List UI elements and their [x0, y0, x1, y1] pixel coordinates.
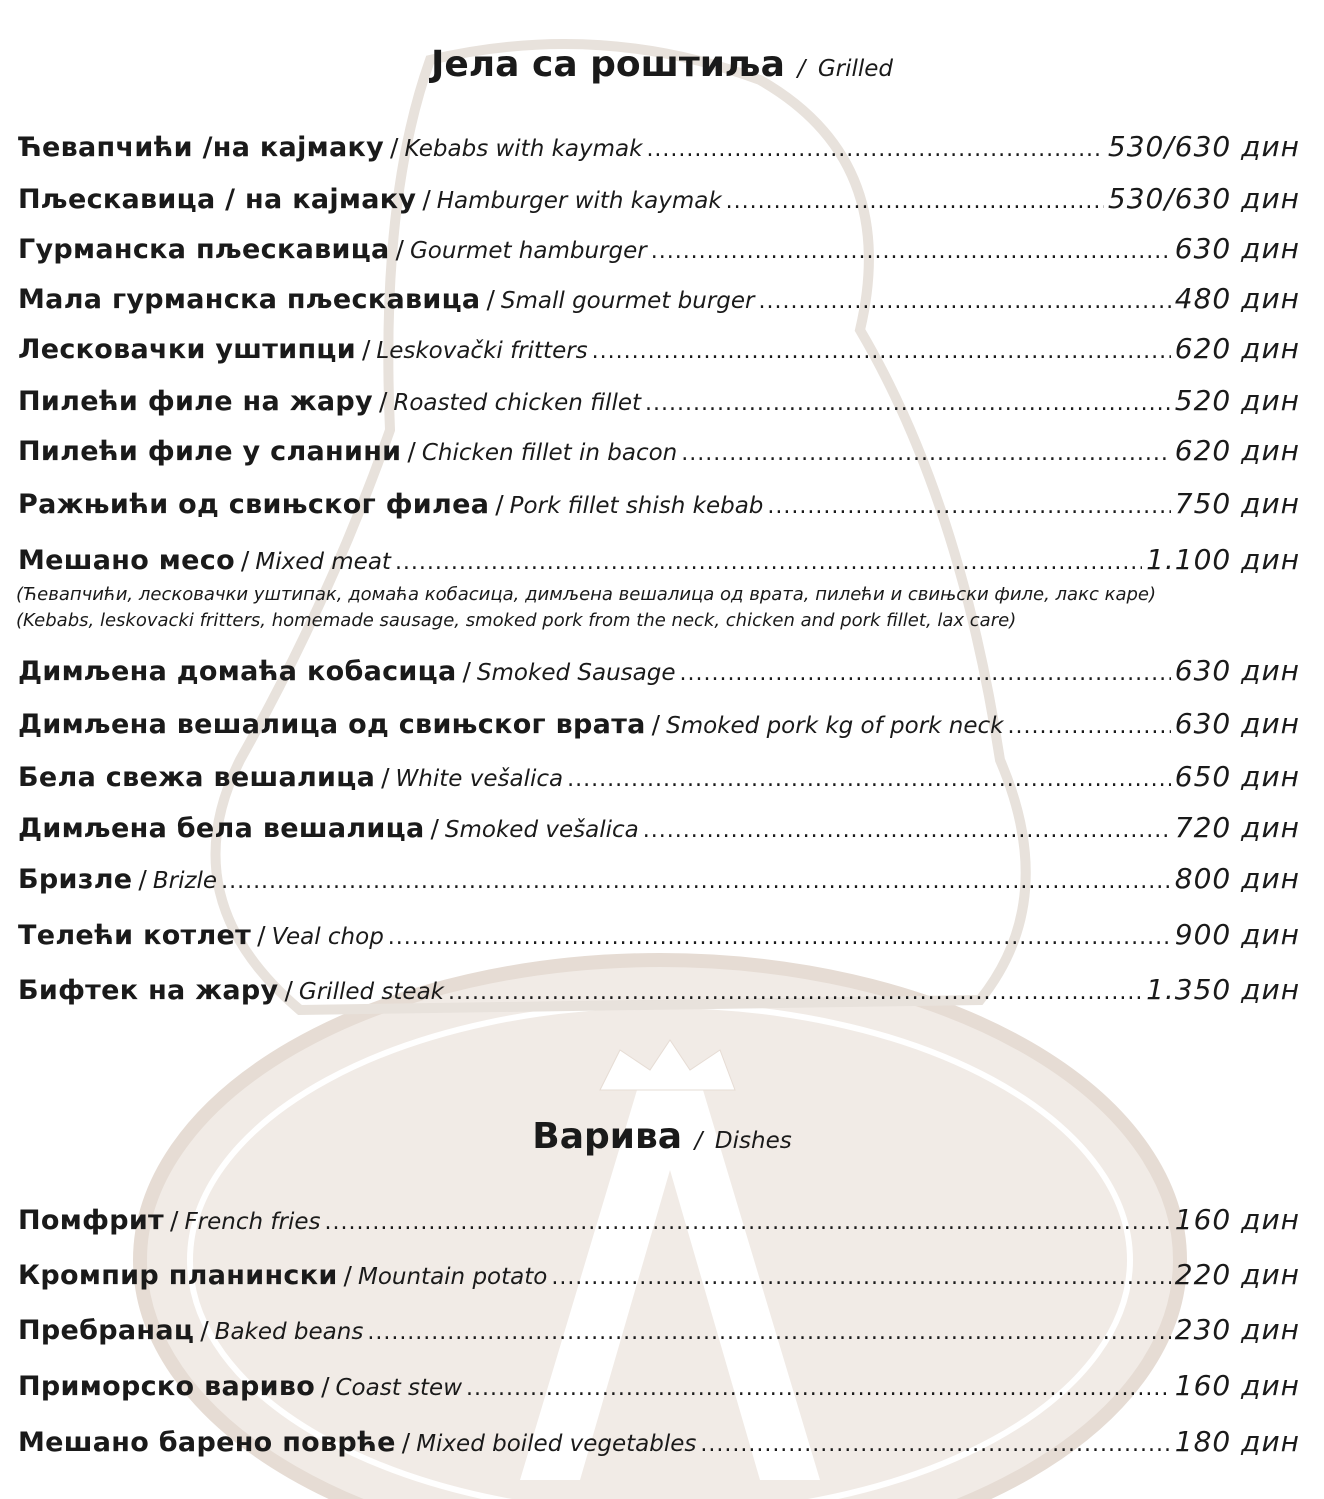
item-name-en: Coast stew [335, 1375, 462, 1401]
menu-item [18, 1258, 1300, 1298]
item-name-en: Mixed boiled vegetables [416, 1431, 697, 1457]
item-price: 520 дин [1174, 384, 1300, 417]
item-separator: / [240, 546, 250, 575]
menu-item [18, 707, 1300, 747]
item-name-en: Brizle [152, 868, 218, 894]
item-separator: / [378, 387, 388, 416]
item-separator: / [170, 1206, 179, 1235]
title-separator: / [797, 56, 806, 82]
title-sr: Варива [532, 1116, 683, 1157]
menu-item [18, 332, 1300, 372]
menu-item [18, 282, 1300, 322]
item-price: 160 дин [1174, 1369, 1300, 1402]
item-name-en: Mountain potato [357, 1264, 548, 1290]
title-separator: / [694, 1128, 703, 1154]
leader-dots [700, 1432, 1170, 1457]
leader-dots [388, 925, 1171, 950]
item-name-sr: Ражњићи од свињског филеа [18, 489, 490, 520]
item-name-sr: Пилећи филе на жару [18, 386, 373, 417]
item-name-en: Veal chop [271, 924, 384, 950]
item-name-sr: Приморско вариво [18, 1371, 316, 1402]
section-title-grilled [0, 44, 1324, 85]
menu-item [18, 862, 1300, 902]
item-separator: / [257, 921, 266, 950]
leader-dots [466, 1376, 1171, 1401]
menu-item [18, 1203, 1300, 1243]
item-price: 620 дин [1174, 434, 1300, 467]
leader-dots [651, 239, 1171, 264]
menu-item [18, 434, 1300, 474]
mixed-meat-note-en: (Kebabs, leskovacki fritters, homemade sausage, smoked pork from the neck, chicken and pork fillet, lax care) [16, 610, 1017, 631]
section-title-dishes [0, 1116, 1324, 1157]
item-name-en: Baked beans [214, 1319, 364, 1345]
item-price: 620 дин [1174, 332, 1300, 365]
menu-item [18, 487, 1300, 527]
item-separator: / [462, 657, 471, 686]
item-name-sr: Пљескавица / на кајмаку [18, 184, 417, 215]
leader-dots [643, 818, 1171, 843]
item-price: 160 дин [1174, 1203, 1300, 1236]
title-en: Grilled [817, 56, 894, 82]
leader-dots [726, 189, 1104, 214]
mixed-meat-note-sr: (Ћевапчићи, лесковачки уштипак, домаћа кобасица, димљена вешалица од врата, пилећи и свињски филе, лакс каре) [16, 584, 1156, 605]
item-name-sr: Бела свежа вешалица [18, 762, 376, 793]
item-price: 800 дин [1174, 862, 1300, 895]
leader-dots [645, 391, 1171, 416]
item-name-en: Small gourmet burger [500, 288, 755, 314]
item-name-sr: Кромпир планински [18, 1260, 338, 1291]
menu-item [18, 384, 1300, 424]
leader-dots [395, 550, 1142, 575]
menu-item [18, 543, 1300, 583]
item-name-en: Smoked Sausage [476, 660, 676, 686]
item-separator: / [430, 814, 439, 843]
item-name-en: Smoked vešalica [444, 817, 639, 843]
leader-dots [448, 980, 1142, 1005]
item-name-sr: Пилећи филе у сланини [18, 436, 402, 467]
item-price: 1.350 дин [1146, 973, 1300, 1006]
leader-dots [592, 339, 1171, 364]
item-price: 230 дин [1174, 1313, 1300, 1346]
menu-item [18, 918, 1300, 958]
item-separator: / [361, 335, 371, 364]
leader-dots [551, 1265, 1170, 1290]
item-separator: / [651, 710, 661, 739]
menu-item [18, 130, 1300, 170]
leader-dots [324, 1210, 1170, 1235]
title-sr: Јела са роштиља [430, 44, 785, 85]
item-name-en: Grilled steak [298, 979, 444, 1005]
item-price: 650 дин [1174, 760, 1300, 793]
leader-dots [221, 869, 1171, 894]
menu-item [18, 232, 1300, 272]
menu-item [18, 1313, 1300, 1353]
item-price: 220 дин [1174, 1258, 1300, 1291]
item-name-sr: Мешано барено поврће [18, 1427, 396, 1458]
item-name-sr: Телећи котлет [18, 920, 252, 951]
leader-dots [679, 661, 1170, 686]
item-price: 900 дин [1174, 918, 1300, 951]
item-separator: / [381, 763, 390, 792]
item-price: 630 дин [1174, 654, 1300, 687]
leader-dots [759, 289, 1171, 314]
menu-item [18, 1425, 1300, 1465]
item-name-sr: Гурманска пљескавица [18, 234, 390, 265]
item-name-sr: Помфрит [18, 1205, 164, 1236]
menu-item [18, 1369, 1300, 1409]
item-separator: / [395, 235, 404, 264]
item-separator: / [321, 1372, 330, 1401]
item-price: 530/630 дин [1107, 130, 1300, 163]
item-separator: / [138, 865, 147, 894]
item-separator: / [390, 133, 399, 162]
item-price: 180 дин [1174, 1425, 1300, 1458]
item-separator: / [495, 490, 504, 519]
item-price: 630 дин [1174, 707, 1300, 740]
item-name-sr: Бифтек на жару [18, 975, 279, 1006]
item-separator: / [486, 285, 495, 314]
item-name-sr: Лесковачки уштипци [18, 334, 356, 365]
item-name-sr: Димљена бела вешалица [18, 813, 425, 844]
item-name-sr: Мала гурманска пљескавица [18, 284, 481, 315]
item-separator: / [407, 437, 416, 466]
item-price: 720 дин [1174, 811, 1300, 844]
item-price: 1.100 дин [1146, 543, 1300, 576]
menu-item [18, 811, 1300, 851]
menu-item [18, 973, 1300, 1013]
item-name-en: French fries [184, 1209, 321, 1235]
item-price: 630 дин [1174, 232, 1300, 265]
menu-item [18, 760, 1300, 800]
leader-dots [567, 767, 1171, 792]
menu-item [18, 654, 1300, 694]
leader-dots [681, 441, 1171, 466]
item-name-en: Pork fillet shish kebab [509, 493, 764, 519]
item-name-sr: Димљена домаћа кобасица [18, 656, 457, 687]
item-price: 480 дин [1174, 282, 1300, 315]
item-name-en: Chicken fillet in bacon [421, 440, 678, 466]
item-price: 750 дин [1174, 487, 1300, 520]
title-en: Dishes [714, 1128, 792, 1154]
item-name-sr: Бризле [18, 864, 133, 895]
menu-item [18, 182, 1300, 222]
item-name-sr: Димљена вешалица од свињског врата [18, 709, 646, 740]
leader-dots [646, 137, 1103, 162]
item-name-en: White vešalica [395, 766, 564, 792]
item-name-en: Kebabs with kaymak [404, 136, 643, 162]
item-name-en: Smoked pork kg of pork neck [666, 713, 1004, 739]
item-name-en: Mixed meat [255, 549, 391, 575]
item-name-sr: Мешано месо [18, 545, 235, 576]
item-name-en: Leskovački fritters [376, 338, 588, 364]
item-name-en: Roasted chicken fillet [393, 390, 642, 416]
item-separator: / [401, 1428, 411, 1457]
item-name-en: Hamburger with kaymak [436, 188, 722, 214]
item-name-sr: Пребранац [18, 1315, 195, 1346]
item-name-sr: Ћевапчићи /на кајмаку [18, 132, 385, 163]
leader-dots [1007, 714, 1170, 739]
leader-dots [767, 494, 1170, 519]
item-price: 530/630 дин [1107, 182, 1300, 215]
item-separator: / [422, 185, 431, 214]
item-separator: / [343, 1261, 352, 1290]
item-separator: / [284, 976, 293, 1005]
item-separator: / [200, 1316, 209, 1345]
leader-dots [367, 1320, 1170, 1345]
item-name-en: Gourmet hamburger [409, 238, 647, 264]
